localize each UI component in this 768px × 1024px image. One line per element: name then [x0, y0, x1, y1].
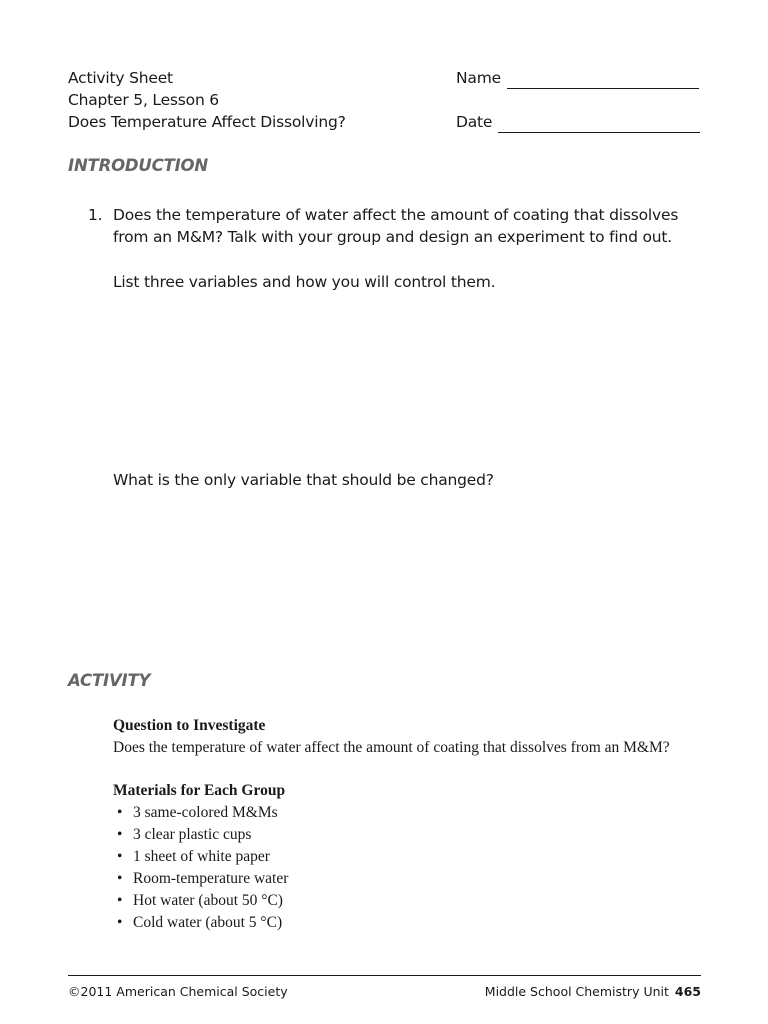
list-item: • 3 clear plastic cups	[113, 824, 288, 846]
materials-heading: Materials for Each Group	[113, 782, 286, 799]
question-to-investigate-heading: Question to Investigate	[113, 717, 266, 734]
date-label: Date	[456, 113, 493, 131]
name-date-block	[456, 67, 700, 133]
activity-heading: ACTIVITY	[68, 671, 151, 690]
worksheet-type: Activity Sheet	[68, 69, 173, 87]
list-item: • Room-temperature water	[113, 868, 288, 890]
question-number: 1.	[88, 206, 103, 224]
footer-unit	[485, 983, 701, 1001]
question-line-2: from an M&M? Talk with your group and design an experiment to find out.	[113, 228, 672, 246]
name-field[interactable]	[507, 73, 699, 89]
changed-variable-prompt: What is the only variable that should be changed?	[113, 471, 494, 489]
worksheet-title: Does Temperature Affect Dissolving?	[68, 113, 346, 131]
variables-prompt: List three variables and how you will control them.	[113, 273, 496, 291]
materials-list	[113, 802, 288, 934]
page-number: 465	[674, 984, 701, 999]
list-item: • 1 sheet of white paper	[113, 846, 288, 868]
variables-answer-area[interactable]	[113, 296, 701, 456]
header-block	[68, 67, 346, 133]
date-field[interactable]	[498, 117, 700, 133]
question-1	[113, 204, 713, 248]
introduction-heading: INTRODUCTION	[68, 156, 208, 175]
chapter-lesson: Chapter 5, Lesson 6	[68, 91, 219, 109]
changed-variable-answer-area[interactable]	[113, 495, 701, 665]
spacer-row	[456, 89, 700, 111]
footer-copyright: ©2011 American Chemical Society	[68, 984, 288, 999]
name-label: Name	[456, 69, 501, 87]
footer-divider	[68, 975, 701, 976]
question-to-investigate-text: Does the temperature of water affect the amount of coating that dissolves from an M&M?	[113, 739, 670, 756]
list-item: • Hot water (about 50 °C)	[113, 890, 288, 912]
footer-unit-title: Middle School Chemistry Unit	[484, 984, 669, 999]
list-item: • 3 same-colored M&Ms	[113, 802, 288, 824]
question-line-1: Does the temperature of water affect the amount of coating that dissolves	[113, 206, 679, 224]
list-item: • Cold water (about 5 °C)	[113, 912, 288, 934]
name-row	[456, 67, 700, 89]
date-row	[456, 111, 700, 133]
